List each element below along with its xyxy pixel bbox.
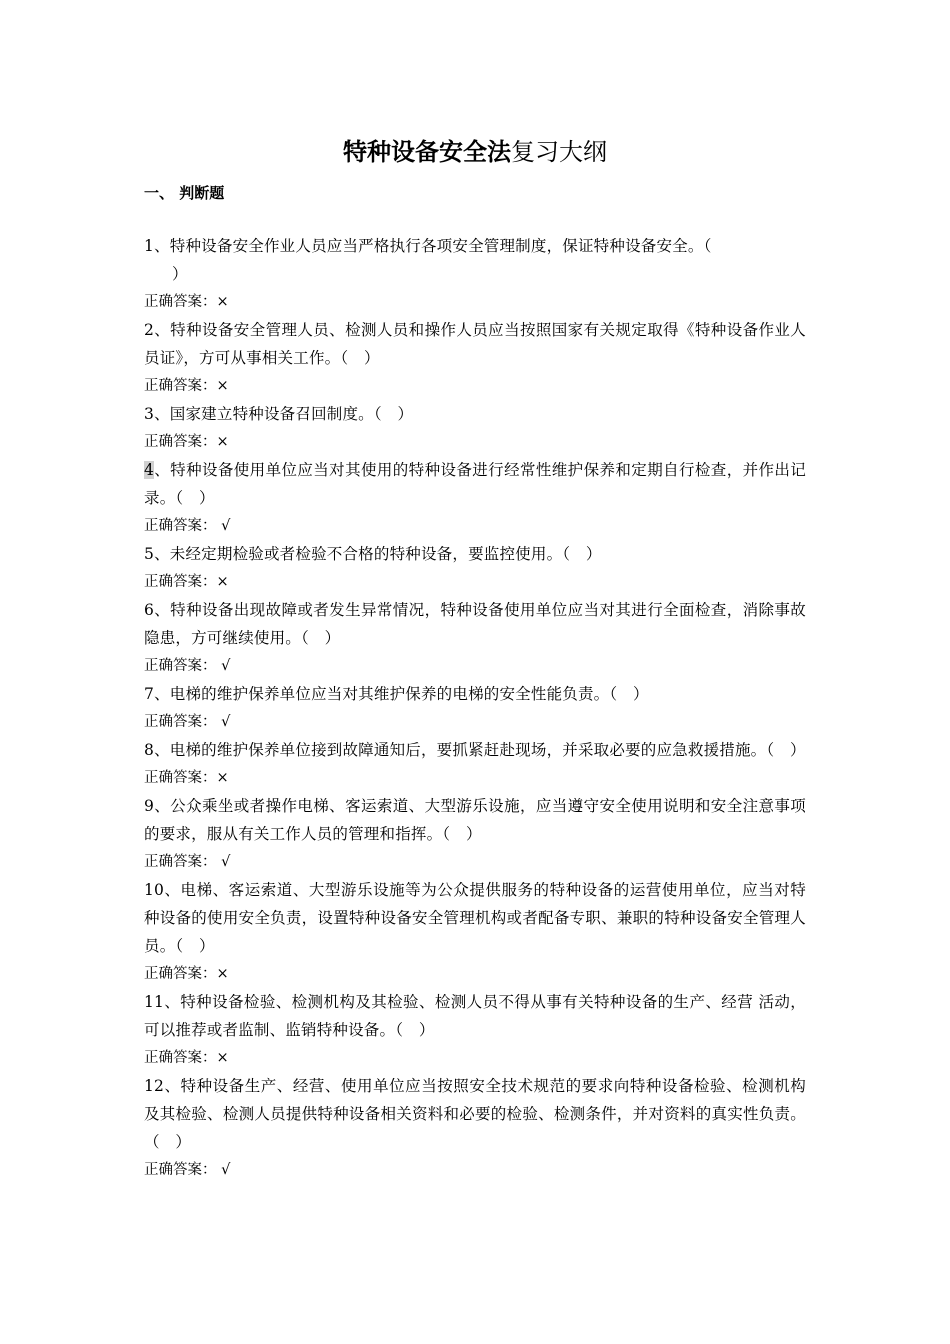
question-4 [144, 456, 806, 512]
question-7 [144, 680, 806, 708]
question-number: 10 [144, 881, 165, 899]
question-text: 、电梯、客运索道、大型游乐设施等为公众提供服务的特种设备的运营使用单位，应当对特种设备的使用安全负责，设置特种设备安全管理机构或者配备专职、兼职的特种设备安全管理人员。（ ） [144, 881, 806, 955]
answer-2: 正确答案：× [144, 378, 229, 394]
question-text: 、特种设备使用单位应当对其使用的特种设备进行经常性维护保养和定期自行检查，并作出记录。（ ） [144, 461, 806, 507]
title-bold-part: 特种设备安全法 [343, 137, 511, 166]
question-list [144, 232, 806, 1184]
question-12 [144, 1072, 806, 1156]
question-9 [144, 792, 806, 848]
question-2 [144, 316, 806, 372]
question-text-continued: ） [172, 265, 188, 283]
question-number: 7 [144, 685, 155, 703]
document-title [0, 136, 950, 168]
question-number-highlighted: 4 [144, 461, 155, 479]
question-number: 3 [144, 405, 155, 423]
question-3 [144, 400, 806, 428]
question-text: 、特种设备检验、检测机构及其检验、检测人员不得从事有关特种设备的生产、经营 活动，可以推荐或者监制、监销特种设备。（ ） [144, 993, 806, 1039]
question-8 [144, 736, 806, 764]
question-number: 8 [144, 741, 155, 759]
question-text: 、电梯的维护保养单位应当对其维护保养的电梯的安全性能负责。（ ） [154, 685, 649, 703]
question-text: 、特种设备安全作业人员应当严格执行各项安全管理制度，保证特种设备安全。（ [154, 237, 712, 255]
question-number: 6 [144, 601, 155, 619]
question-text: 、公众乘坐或者操作电梯、客运索道、大型游乐设施，应当遵守安全使用说明和安全注意事项的要求，服从有关工作人员的管理和指挥。（ ） [144, 797, 806, 843]
question-text: 、特种设备生产、经营、使用单位应当按照安全技术规范的要求向特种设备检验、检测机构及其检验、检测人员提供特种设备相关资料和必要的检验、检测条件，并对资料的真实性负责。（ ） [144, 1077, 806, 1151]
question-text: 、特种设备出现故障或者发生异常情况，特种设备使用单位应当对其进行全面检查，消除事故隐患，方可继续使用。（ ） [144, 601, 806, 647]
question-text: 、特种设备安全管理人员、检测人员和操作人员应当按照国家有关规定取得《特种设备作业人员证》，方可从事相关工作。（ ） [144, 321, 806, 367]
answer-5: 正确答案：× [144, 574, 229, 590]
question-text: 、未经定期检验或者检验不合格的特种设备，要监控使用。（ ） [154, 545, 602, 563]
section-heading: 一、 判断题 [144, 184, 225, 202]
answer-1: 正确答案：× [144, 294, 229, 310]
answer-4: 正确答案： √ [144, 518, 231, 534]
question-number: 11 [144, 993, 165, 1011]
question-number: 9 [144, 797, 155, 815]
question-11 [144, 988, 806, 1044]
question-10 [144, 876, 806, 960]
question-number: 1 [144, 237, 155, 255]
question-text: 、国家建立特种设备召回制度。（ ） [154, 405, 414, 423]
question-number: 12 [144, 1077, 165, 1095]
answer-12: 正确答案： √ [144, 1162, 231, 1178]
question-number: 2 [144, 321, 155, 339]
question-5 [144, 540, 806, 568]
answer-10: 正确答案：× [144, 966, 229, 982]
question-text: 、电梯的维护保养单位接到故障通知后，要抓紧赶赴现场，并采取必要的应急救援措施。（ ） [154, 741, 806, 759]
question-number: 5 [144, 545, 155, 563]
answer-11: 正确答案：× [144, 1050, 229, 1066]
answer-7: 正确答案： √ [144, 714, 231, 730]
question-6 [144, 596, 806, 652]
title-normal-part: 复习大纲 [511, 138, 607, 166]
answer-9: 正确答案： √ [144, 854, 231, 870]
question-1 [144, 232, 806, 288]
answer-3: 正确答案：× [144, 434, 229, 450]
answer-6: 正确答案： √ [144, 658, 231, 674]
answer-8: 正确答案：× [144, 770, 229, 786]
